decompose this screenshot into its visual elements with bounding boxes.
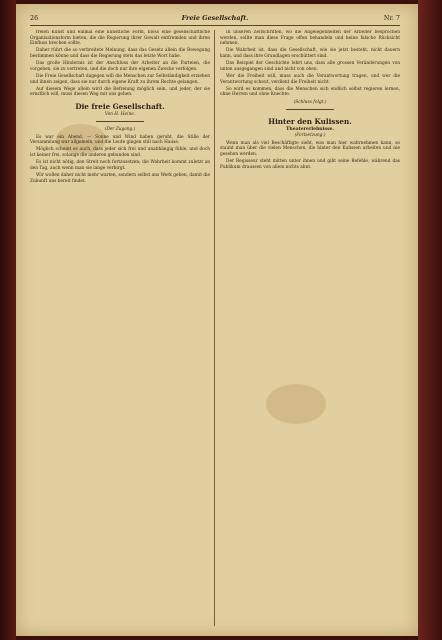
paragraph: Wir wollen daher nicht mehr warten, sondern selbst ans Werk gehen, damit die Zukunft uns bereit findet. [30,173,210,184]
header-rule [30,25,400,26]
page-number: 26 [30,14,39,22]
paragraph: So wird es kommen, dass die Menschen sich endlich selbst regieren lernen, ohne Herren und ohne Knechte. [220,86,400,98]
right-column [220,30,400,630]
paragraph: Der Regisseur steht mitten unter ihnen und gibt seine Befehle, während das Publikum draussen von allem nichts ahnt. [220,159,400,170]
paragraph: Die Wahrheit ist, dass die Gesellschaft, wie sie jetzt besteht, nicht dauern kann, und dass ihre Grundlagen erschüttert sind. [220,48,400,59]
separator [220,107,400,113]
paragraph: freien Kunst und einmal eine künstliche Form, bloss eine gesellschaftliche Organisationsform bieten, die die Regierung ihrer Gewalt entfremden und ihren Einfluss brechen sollte. [30,30,210,47]
publication-title: Freie Gesellschaft. [181,14,249,22]
section-byline: Von H. Heine. [104,111,136,117]
page-edge [418,0,442,640]
section-subline: (Der Zugang.) [104,127,136,133]
page-header [30,12,400,24]
section-subheading: Theatererlebnisse. [285,126,335,132]
paragraph: Es ist nicht nötig, den Streit noch fortzusetzen; die Wahrheit kommt zuletzt an den Tag, auch wenn man sie lange verbirgt. [30,160,210,171]
column-divider [214,30,215,626]
paragraph: Das große Hindernis ist der Anschluss der Arbeiter an die Parteien, die vorgeben, sie zu vertreten, und die doch nur ihre eigenen Zwecke verfolgen. [30,61,210,72]
paragraph: Die Freie Gesellschaft dagegen will die Menschen zur Selbständigkeit erziehen und ihnen zeigen, dass sie nur durch eigene Kraft zu ihrem Rechte gelangen. [30,73,210,85]
paragraph: Das Beispiel der Geschichte lehrt uns, dass alle grossen Veränderungen von unten ausgegangen sind und nicht von oben. [220,61,400,72]
section-byline: (Fortsetzung.) [294,133,326,139]
section-heading: Die freie Gesellschaft. [75,101,165,111]
paragraph: Wer die Freiheit will, muss auch die Verantwortung tragen, und wer die Verantwortung scheut, verdient die Freiheit nicht. [220,73,400,85]
issue-number: Nr. 7 [383,14,400,22]
paragraph: In unseren Zeitschriften, wo die Angelegenheiten der Arbeiter besprochen werden, sollte man diese Frage offen behandeln und keine falsche Rücksicht nehmen. [220,30,400,47]
paragraph: Möglich scheint es auch, dass jeder sich frei und unabhängig fühle, und doch ist keiner frei, solange die anderen gebunden sind. [30,147,210,159]
paragraph: Wenn man als viel Beschäftigte sieht, was man hier wahrnehmen kann, so staunt man über die vielen Menschen, die hinter den Kulissen arbeiten und nie gesehen werden. [220,140,400,158]
paragraph: Auf diesem Wege allein wird die Befreiung möglich sein, und jeder, der sie ernstlich will, muss diesen Weg mit uns gehen. [30,86,210,98]
left-column [30,30,210,630]
separator [30,120,210,126]
book-spine [0,0,16,640]
section-heading: Hinter den Kulissen. [268,116,352,126]
paragraph: Es war ein Abend, — Sonne und Wind haben geruht, die Stille der Versammlung war allgemein, und die Leute gingen still nach Hause. [30,134,210,146]
continued-note: (Schluss folgt.) [293,99,327,105]
paragraph: Daher rührt die so verbreitete Meinung, dass das Gesetz allein die Bewegung bestimmen könne und dass die Regierung stets das letzte Wort habe. [30,48,210,59]
